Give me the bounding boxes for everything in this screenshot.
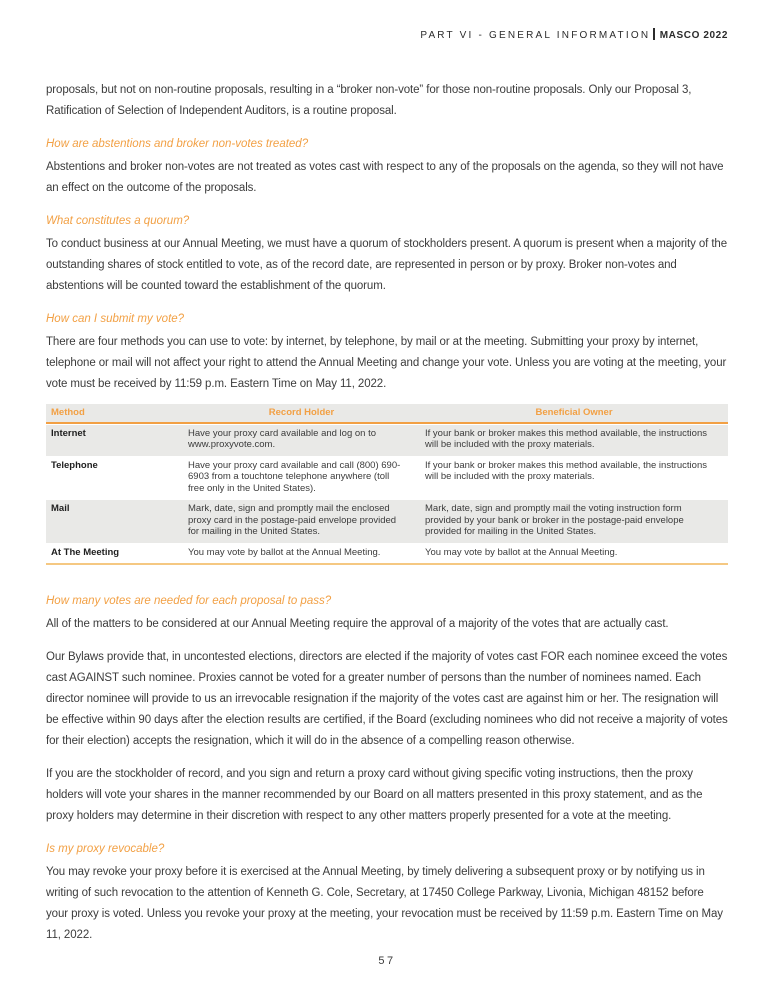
section-heading-submit-vote: How can I submit my vote? [46, 313, 185, 325]
page-number: 57 [378, 955, 396, 967]
section-paragraph-votes-needed-3: If you are the stockholder of record, and you sign and return a proxy card without giving specific voting instructions, then the proxy holders will vote your shares in the manner recommended by our Board on all matters presented in this proxy statement, and as the proxy holders may determine in their discretion with respect to any other matters properly presented for a vote at the meeting. [46, 768, 703, 822]
table-row-telephone-method: Telephone [46, 456, 183, 500]
table-row-telephone-record-holder: Have your proxy card available and call (800) 690-6903 from a touchtone telephone anywhere (toll free only in the United States). [183, 456, 420, 500]
table-row-mail-record-holder: Mark, date, sign and promptly mail the enclosed proxy card in the postage-paid envelope provided for mailing in the United States. [183, 499, 420, 543]
table-row-meeting-record-holder: You may vote by ballot at the Annual Meeting. [183, 543, 420, 566]
section-paragraph-abstentions: Abstentions and broker non-votes are not treated as votes cast with respect to any of the proposals on the agenda, so they will not have an effect on the outcome of the proposals. [46, 161, 724, 194]
table-row-mail-beneficial-owner: Mark, date, sign and promptly mail the voting instruction form provided by your bank or broker in the postage-paid envelope provided for mailing in the United States. [420, 499, 728, 543]
header-divider [653, 28, 655, 40]
section-paragraph-proxy-revocable: You may revoke your proxy before it is exercised at the Annual Meeting, by timely delivering a subsequent proxy or by notifying us in writing of such revocation to the attention of Kenneth G. Cole, Secretary, at 17450 College Parkway, Livonia, Michigan 48152 before your proxy is voted. Unless you revoke your proxy at the meeting, your revocation must be received by 11:59 p.m. Eastern Time on May 11, 2022. [46, 866, 723, 941]
section-heading-votes-needed: How many votes are needed for each proposal to pass? [46, 595, 332, 607]
table-row-telephone-beneficial-owner: If your bank or broker makes this method available, the instructions will be included with the proxy materials. [420, 456, 728, 500]
section-heading-abstentions: How are abstentions and broker non-votes treated? [46, 138, 309, 150]
section-paragraph-votes-needed-2: Our Bylaws provide that, in uncontested elections, directors are elected if the majority of votes cast FOR each nominee exceed the votes cast AGAINST such nominee. Proxies cannot be voted for a greater number of persons than the number of nominees named. Each director nominee will provide to us an irrevocable resignation if the majority of the votes cast are against him or her. The resignation will be effective within 90 days after the election results are certified, if the Board (excluding nominees who did not receive a majority of votes for their election) accepts the resignation, which it will do in the absence of a compelling reason otherwise. [46, 651, 728, 747]
table-row-internet-method: Internet [46, 424, 183, 456]
section-paragraph-submit-vote: There are four methods you can use to vote: by internet, by telephone, by mail or at the meeting. Submitting your proxy by internet, telephone or mail will not affect your right to attend the Annual Meeting and change your vote. Unless you are voting at the meeting, your vote must be received by 11:59 p.m. Eastern Time on May 11, 2022. [46, 336, 727, 390]
page-header [46, 28, 728, 41]
section-heading-quorum: What constitutes a quorum? [46, 215, 190, 227]
table-row-meeting-beneficial-owner: You may vote by ballot at the Annual Meeting. [420, 543, 728, 566]
section-heading-proxy-revocable: Is my proxy revocable? [46, 843, 165, 855]
table-row-meeting-method: At The Meeting [46, 543, 183, 566]
table-header-beneficial-owner: Beneficial Owner [420, 404, 728, 424]
table-header-method: Method [46, 404, 183, 424]
section-paragraph-votes-needed-1: All of the matters to be considered at our Annual Meeting require the approval of a majority of the votes that are actually cast. [46, 618, 669, 630]
table-header-record-holder: Record Holder [183, 404, 420, 424]
header-section-title: PART VI - GENERAL INFORMATION [420, 30, 651, 41]
section-paragraph-quorum: To conduct business at our Annual Meeting, we must have a quorum of stockholders present. A quorum is present when a majority of the outstanding shares of stock entitled to vote, as of the record date, are represented in person or by proxy. Broker non-votes and abstentions will be counted toward the establishment of the quorum. [46, 238, 728, 292]
intro-paragraph: proposals, but not on non-routine proposals, resulting in a “broker non-vote” for those non-routine proposals. Only our Proposal 3, Ratification of Selection of Independent Auditors, is a routine proposal. [46, 84, 692, 117]
table-row-internet-record-holder: Have your proxy card available and log on to www.proxyvote.com. [183, 424, 420, 456]
table-row-internet-beneficial-owner: If your bank or broker makes this method available, the instructions will be included with the proxy materials. [420, 424, 728, 456]
header-brand: MASCO 2022 [659, 30, 728, 41]
table-row-mail-method: Mail [46, 499, 183, 543]
voting-methods-table [46, 404, 728, 565]
